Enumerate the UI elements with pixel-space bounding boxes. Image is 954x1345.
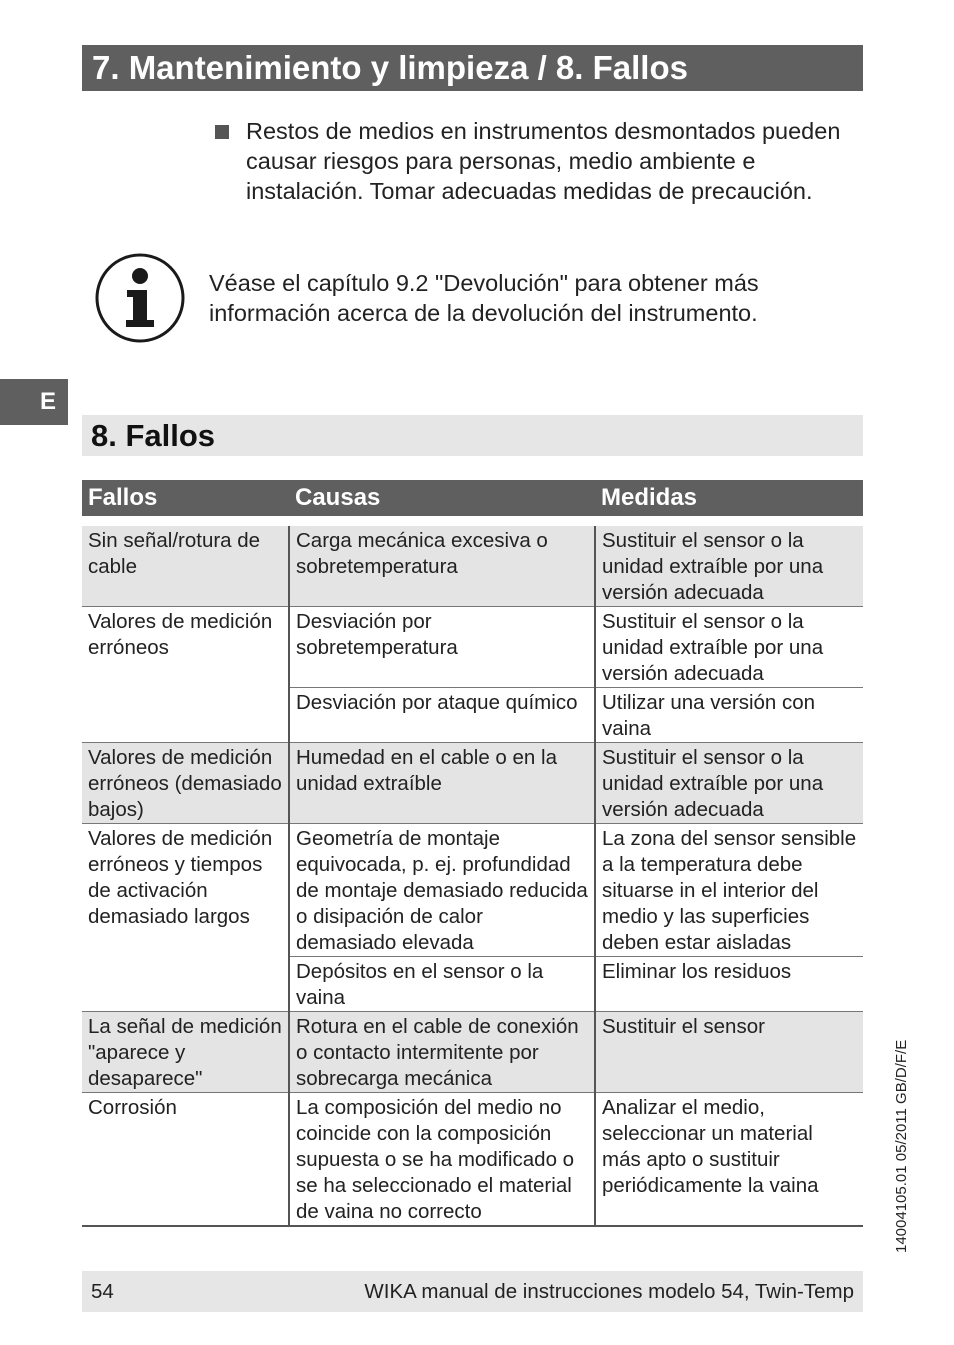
- page-footer: [82, 1271, 863, 1312]
- measure-cell: La zona del sensor sensible a la temperatura debe situarse in el interior del medio y las superficies deben estar aisladas: [595, 824, 863, 957]
- warning-text: Restos de medios en instrumentos desmontados pueden causar riesgos para personas, medio ambiente e instalación. Tomar adecuadas medidas de precaución.: [246, 118, 841, 204]
- info-icon: [94, 252, 186, 344]
- measure-cell: Analizar el medio, seleccionar un material más apto o sustituir periódicamente la vaina: [595, 1093, 863, 1227]
- chapter-title: 7. Mantenimiento y limpieza / 8. Fallos: [92, 49, 688, 86]
- cause-cell: Desviación por sobretemperatura: [289, 607, 595, 688]
- table-row: [82, 521, 863, 607]
- language-tab: E: [0, 379, 68, 425]
- fault-cell: Corrosión: [82, 1093, 289, 1227]
- fault-cell: La señal de medición "aparece y desaparece": [82, 1012, 289, 1093]
- chapter-title-banner: [82, 45, 863, 91]
- page-number: 54: [91, 1280, 114, 1303]
- measure-cell: Sustituir el sensor o la unidad extraíble por una versión adecuada: [595, 521, 863, 607]
- document-code: 14004105.01 05/2011 GB/D/F/E: [893, 1039, 910, 1253]
- cause-cell: Carga mecánica excesiva o sobretemperatura: [289, 521, 595, 607]
- measure-cell: Sustituir el sensor o la unidad extraíble por una versión adecuada: [595, 607, 863, 688]
- header-causas: Causas: [289, 480, 595, 521]
- faults-table: [82, 480, 863, 1227]
- fault-cell: Valores de medición erróneos: [82, 607, 289, 743]
- section-heading: [82, 415, 863, 456]
- table-row: [82, 1012, 863, 1093]
- measure-cell: Sustituir el sensor o la unidad extraíble por una versión adecuada: [595, 743, 863, 824]
- fault-cell: Valores de medición erróneos (demasiado bajos): [82, 743, 289, 824]
- warning-bullet: [215, 116, 865, 206]
- table-header-row: [82, 480, 863, 521]
- table-row: [82, 607, 863, 688]
- cause-cell: Humedad en el cable o en la unidad extraíble: [289, 743, 595, 824]
- manual-title: WIKA manual de instrucciones modelo 54, Twin-Temp: [364, 1280, 854, 1303]
- cause-cell: Rotura en el cable de conexión o contacto intermitente por sobrecarga mecánica: [289, 1012, 595, 1093]
- measure-cell: Utilizar una versión con vaina: [595, 688, 863, 743]
- cause-cell: La composición del medio no coincide con la composición supuesta o se ha modificado o se ha seleccionado el material de vaina no correcto: [289, 1093, 595, 1227]
- bullet-square-icon: [215, 125, 229, 139]
- measure-cell: Sustituir el sensor: [595, 1012, 863, 1093]
- cause-cell: Desviación por ataque químico: [289, 688, 595, 743]
- section-title: 8. Fallos: [91, 418, 216, 453]
- fault-cell: Sin señal/rotura de cable: [82, 521, 289, 607]
- fault-cell: Valores de medición erróneos y tiempos de activación demasiado largos: [82, 824, 289, 1012]
- cause-cell: Depósitos en el sensor o la vaina: [289, 957, 595, 1012]
- table-row: [82, 1093, 863, 1227]
- table-row: [82, 743, 863, 824]
- header-fallos: Fallos: [82, 480, 289, 521]
- info-note-text: Véase el capítulo 9.2 "Devolución" para obtener más información acerca de la devolución del instrumento.: [209, 270, 759, 326]
- measure-cell: Eliminar los residuos: [595, 957, 863, 1012]
- cause-cell: Geometría de montaje equivocada, p. ej. profundidad de montaje demasiado reducida o disipación de calor demasiado elevada: [289, 824, 595, 957]
- table-row: [82, 824, 863, 957]
- header-medidas: Medidas: [595, 480, 863, 521]
